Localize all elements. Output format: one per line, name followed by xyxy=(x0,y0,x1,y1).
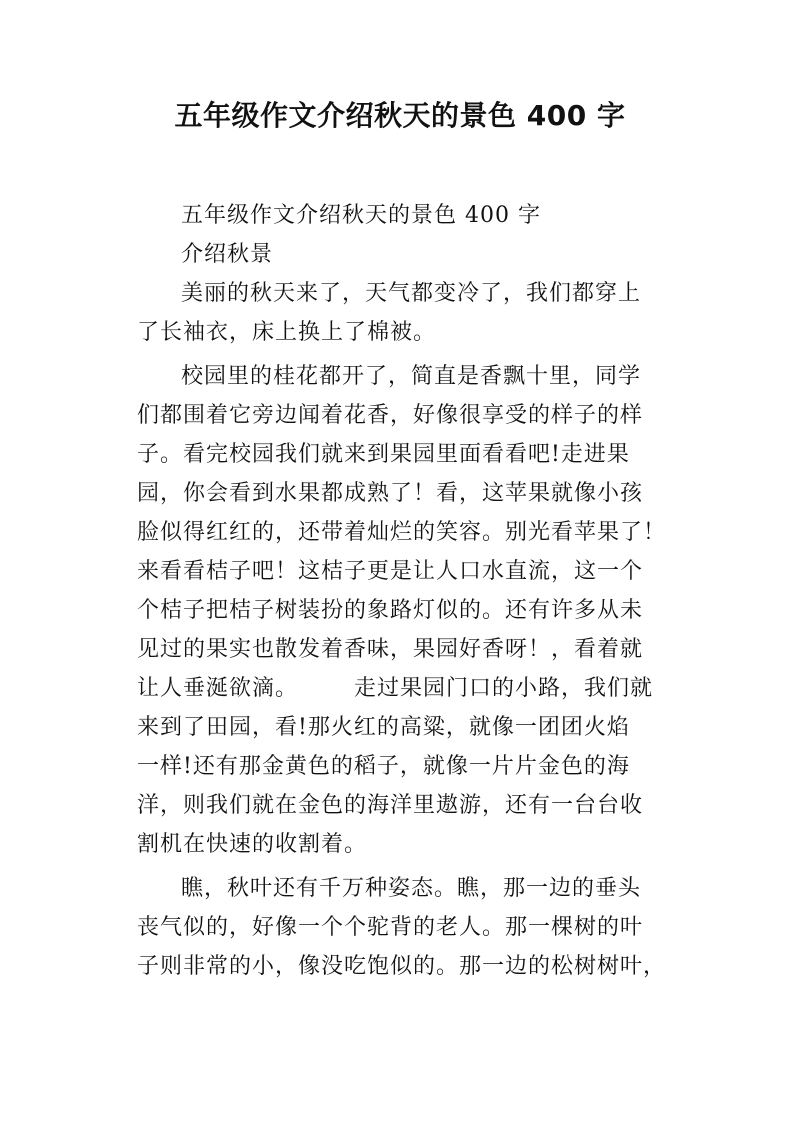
paragraph-line: 见过的果实也散发着香味，果园好香呀！，看着就 xyxy=(137,637,644,662)
essay-subtitle: 五年级作文介绍秋天的景色 400 字 xyxy=(181,203,541,228)
paragraph-line: 脸似得红红的，还带着灿烂的笑容。别光看苹果了！ xyxy=(137,520,667,545)
paragraph-line: 割机在快速的收割着。 xyxy=(137,832,368,857)
paragraph-line: 丧气似的，好像一个个驼背的老人。那一棵树的叶 xyxy=(137,915,644,940)
paragraph-line: 园，你会看到水果都成熟了！看，这苹果就像小孩 xyxy=(137,481,644,506)
paragraph-line: 子则非常的小，像没吃饱似的。那一边的松树树叶， xyxy=(137,954,667,979)
paragraph-line: 一样!还有那金黄色的稻子，就像一片片金色的海 xyxy=(137,754,630,779)
paragraph-line: 个桔子把桔子树装扮的象路灯似的。还有许多从未 xyxy=(137,598,644,623)
paragraph-line: 校园里的桂花都开了，简直是香飘十里，同学 xyxy=(181,364,642,389)
paragraph-line: 让人垂涎欲滴。 走过果园门口的小路，我们就 xyxy=(137,676,653,701)
page-title: 五年级作文介绍秋天的景色 400 字 xyxy=(174,99,626,132)
paragraph-line: 洋，则我们就在金色的海洋里遨游，还有一台台收 xyxy=(137,793,644,818)
paragraph-line: 瞧，秋叶还有千万种姿态。瞧，那一边的垂头 xyxy=(181,876,642,901)
paragraph-line: 来到了田园，看!那火红的高粱，就像一团团火焰 xyxy=(137,715,630,740)
paragraph-line: 来看看桔子吧！这桔子更是让人口水直流，这一个 xyxy=(137,559,644,584)
paragraph-line: 了长袖衣，床上换上了棉被。 xyxy=(137,320,437,345)
paragraph-line: 子。看完校园我们就来到果园里面看看吧!走进果 xyxy=(137,442,630,467)
paragraph-line: 美丽的秋天来了，天气都变冷了，我们都穿上 xyxy=(181,281,642,306)
paragraph-line: 们都围着它旁边闻着花香，好像很享受的样子的样 xyxy=(137,403,644,428)
essay-heading: 介绍秋景 xyxy=(181,242,274,267)
essay-body xyxy=(137,196,667,986)
